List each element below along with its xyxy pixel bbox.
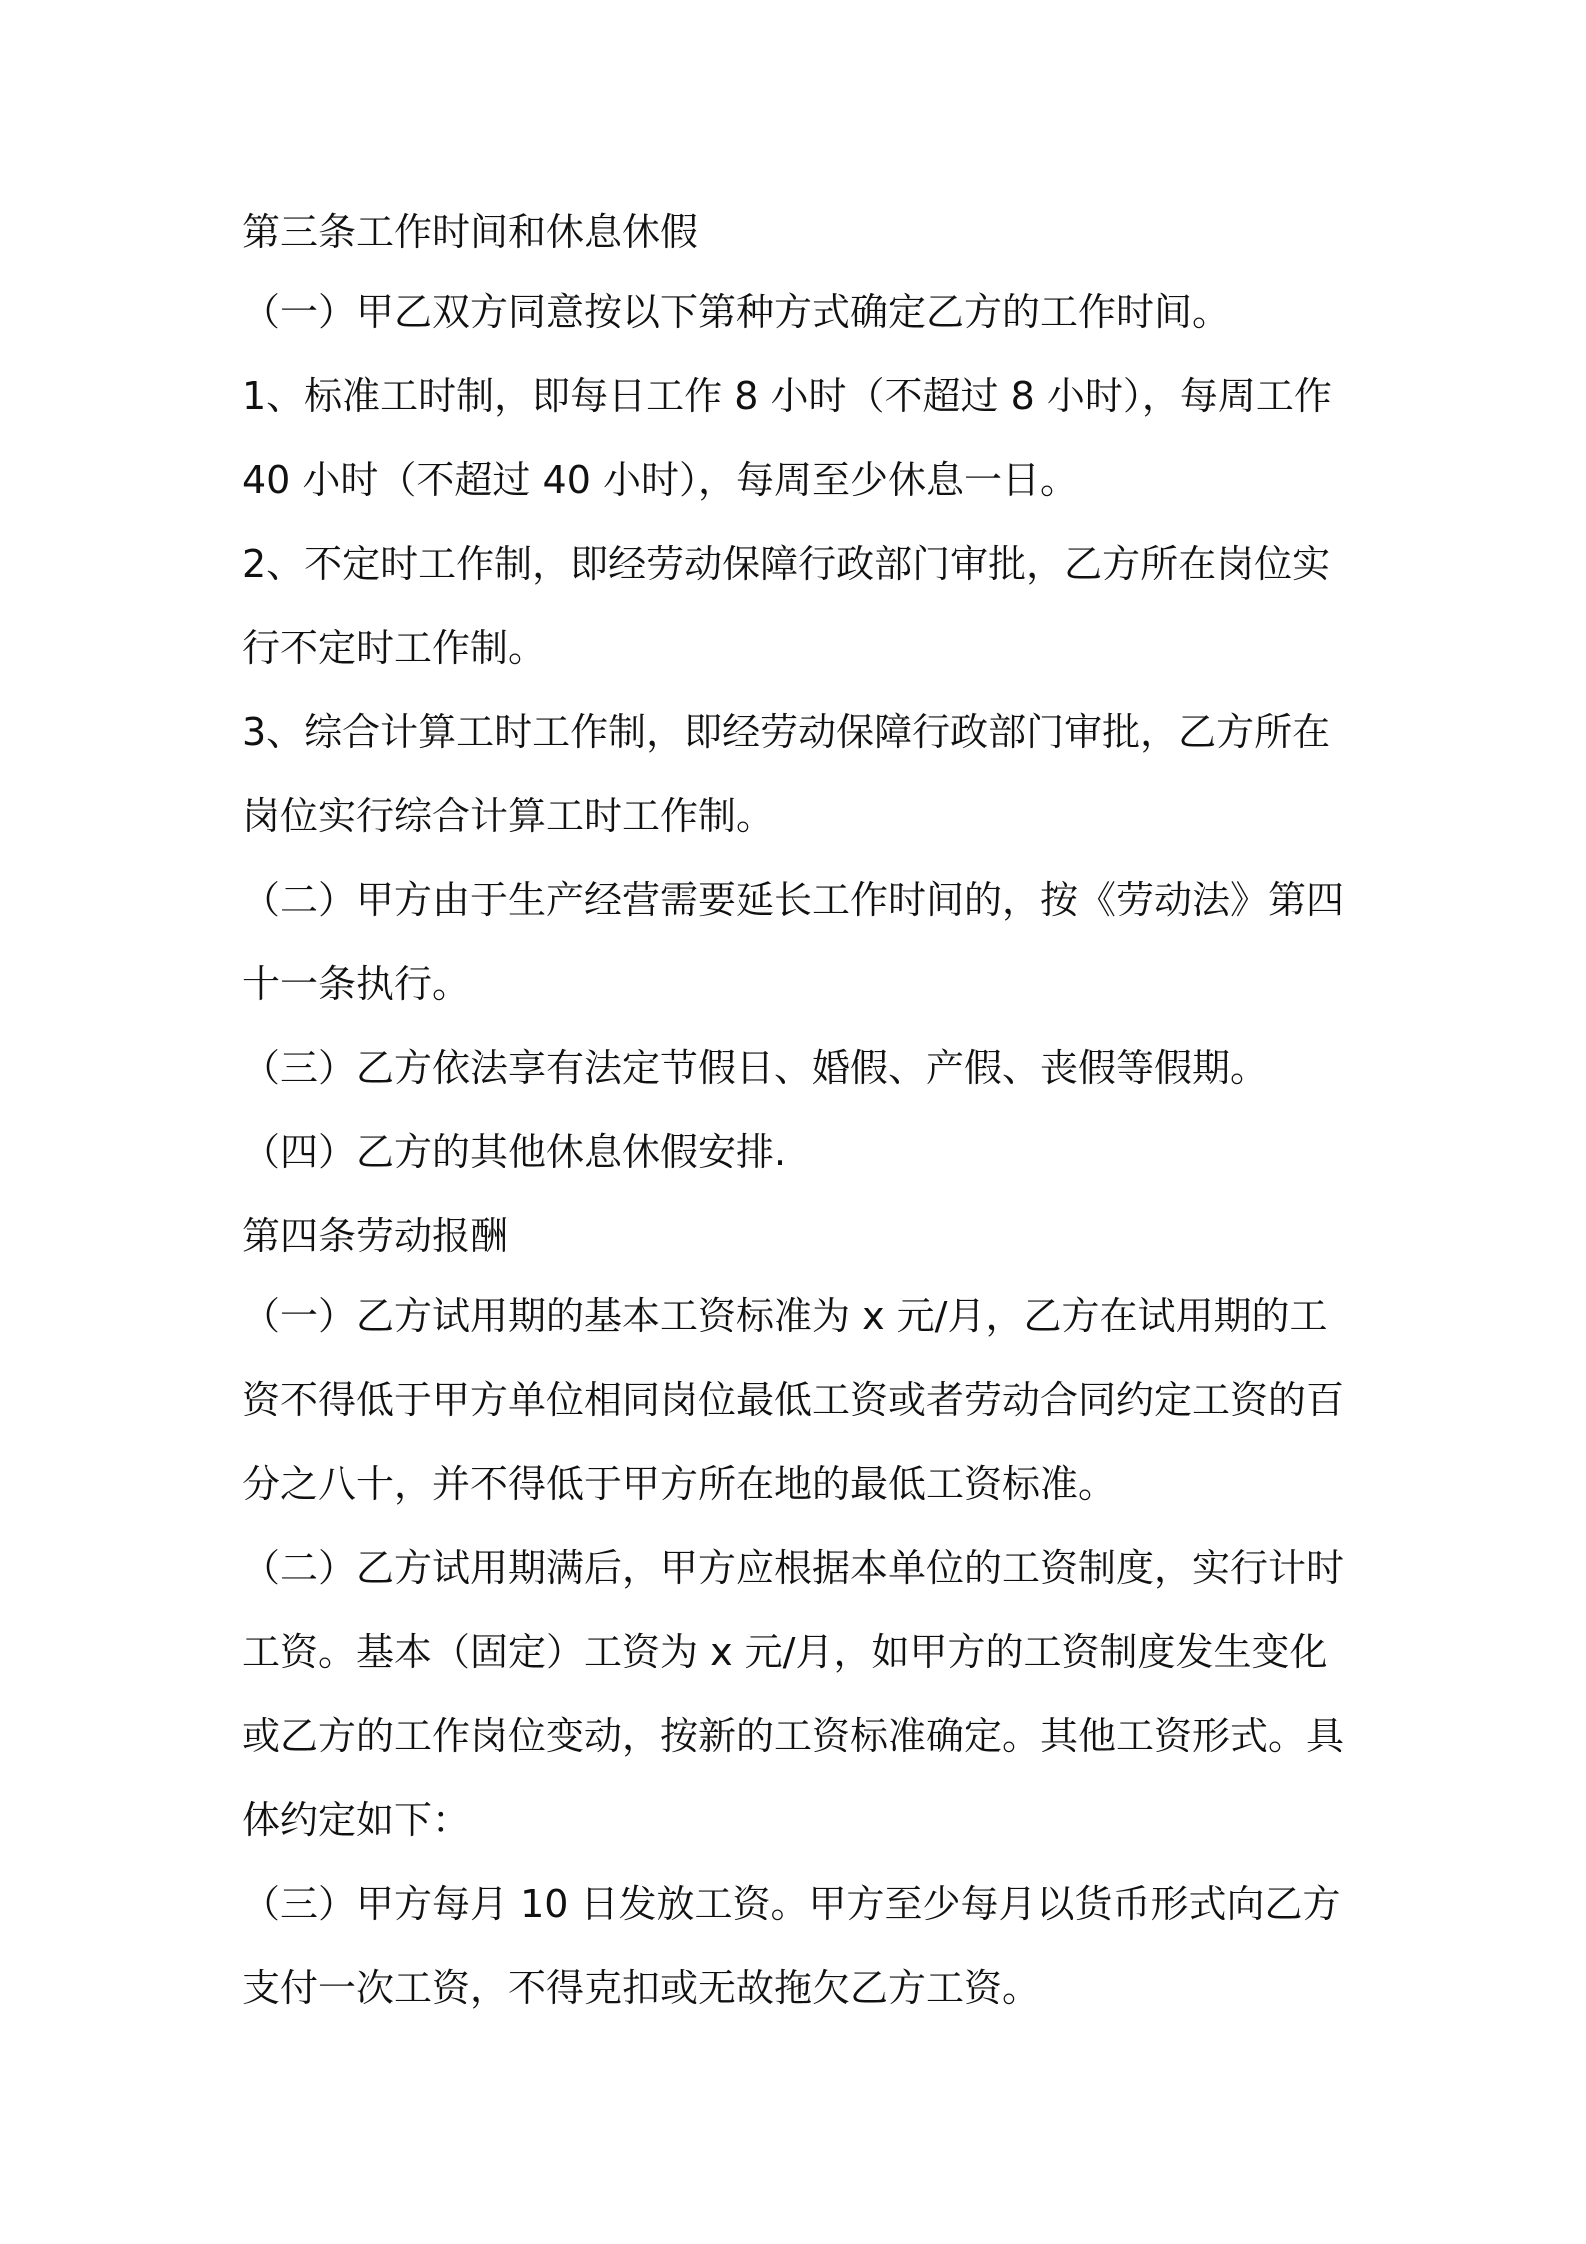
article-3-heading: 第三条工作时间和休息休假 [242, 210, 699, 254]
article-3-clause-4: （四）乙方的其他休息休假安排. [242, 1130, 787, 1174]
article-4-clause-1: （一）乙方试用期的基本工资标准为 x 元/月，乙方在试用期的工资不得低于甲方单位相同岗位最低工资或者劳动合同约定工资的百分之八十，并不得低于甲方所在地的最低工资标准。 [242, 1294, 1345, 1506]
article-3-clause-1: （一）甲乙双方同意按以下第种方式确定乙方的工作时间。 [242, 290, 1231, 334]
article-4-clause-3: （三）甲方每月 10 日发放工资。甲方至少每月以货币形式向乙方支付一次工资，不得克扣或无故拖欠乙方工资。 [242, 1882, 1341, 2010]
article-3-clause-2: （二）甲方由于生产经营需要延长工作时间的，按《劳动法》第四十一条执行。 [242, 878, 1345, 1006]
article-4-heading: 第四条劳动报酬 [242, 1214, 509, 1258]
article-3-item-3: 3、综合计算工时工作制，即经劳动保障行政部门审批，乙方所在岗位实行综合计算工时工作制。 [242, 710, 1331, 838]
article-3-item-2: 2、不定时工作制，即经劳动保障行政部门审批，乙方所在岗位实行不定时工作制。 [242, 542, 1331, 670]
document-body [242, 190, 1362, 2030]
article-3-item-1: 1、标准工时制，即每日工作 8 小时（不超过 8 小时），每周工作 40 小时（不超过 40 小时），每周至少休息一日。 [242, 374, 1332, 502]
article-3-clause-3: （三）乙方依法享有法定节假日、婚假、产假、丧假等假期。 [242, 1046, 1269, 1090]
article-4-clause-2: （二）乙方试用期满后，甲方应根据本单位的工资制度，实行计时工资。基本（固定）工资为 x 元/月，如甲方的工资制度发生变化或乙方的工作岗位变动，按新的工资标准确定。其他工资形式。具体约定如下： [242, 1546, 1345, 1842]
